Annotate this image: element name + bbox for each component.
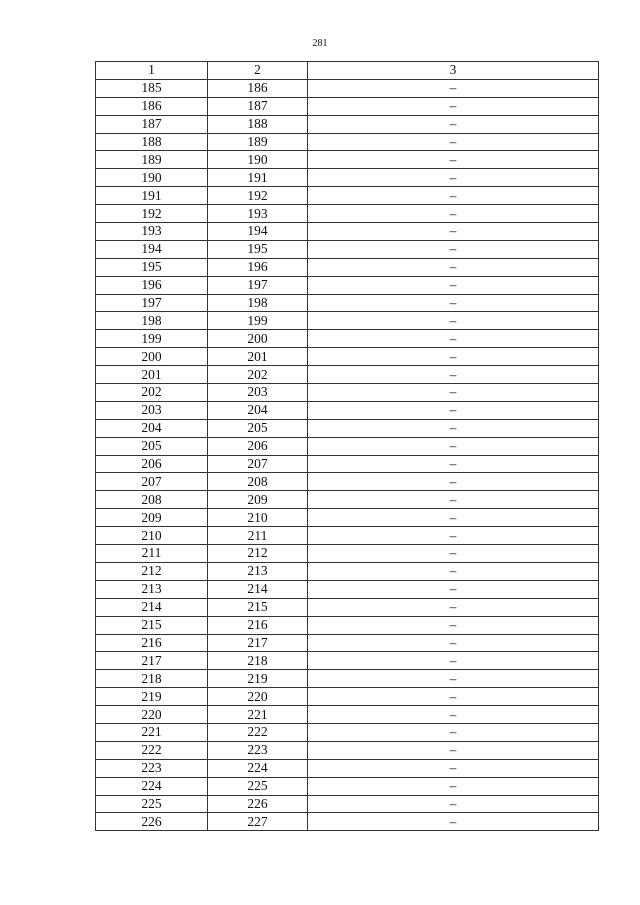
table-cell-col-1: 224 bbox=[96, 777, 208, 795]
table-cell-col-3: – bbox=[308, 384, 599, 402]
table-cell-col-1: 193 bbox=[96, 223, 208, 241]
table-cell-col-2: 195 bbox=[208, 240, 308, 258]
table-cell-col-3: – bbox=[308, 366, 599, 384]
table-row bbox=[96, 97, 599, 115]
table-row bbox=[96, 598, 599, 616]
table-row bbox=[96, 777, 599, 795]
table-cell-col-2: 203 bbox=[208, 384, 308, 402]
table-cell-col-1: 216 bbox=[96, 634, 208, 652]
table-row bbox=[96, 723, 599, 741]
table-cell-col-1: 196 bbox=[96, 276, 208, 294]
table-row bbox=[96, 384, 599, 402]
table-row bbox=[96, 813, 599, 831]
table-cell-col-1: 208 bbox=[96, 491, 208, 509]
table-row bbox=[96, 258, 599, 276]
table-cell-col-1: 195 bbox=[96, 258, 208, 276]
table-cell-col-2: 196 bbox=[208, 258, 308, 276]
table-cell-col-2: 200 bbox=[208, 330, 308, 348]
table-row bbox=[96, 634, 599, 652]
table-cell-col-2: 212 bbox=[208, 545, 308, 563]
table-cell-col-2: 186 bbox=[208, 79, 308, 97]
table-cell-col-3: – bbox=[308, 562, 599, 580]
table-row bbox=[96, 240, 599, 258]
table-cell-col-1: 203 bbox=[96, 401, 208, 419]
table-cell-col-3: – bbox=[308, 759, 599, 777]
table-cell-col-2: 221 bbox=[208, 706, 308, 724]
table-cell-col-3: – bbox=[308, 491, 599, 509]
table-row bbox=[96, 527, 599, 545]
table-row bbox=[96, 616, 599, 634]
table-cell-col-2: 204 bbox=[208, 401, 308, 419]
table-row bbox=[96, 706, 599, 724]
table-row bbox=[96, 79, 599, 97]
table-row bbox=[96, 670, 599, 688]
table-cell-col-2: 198 bbox=[208, 294, 308, 312]
table-row bbox=[96, 366, 599, 384]
table-row bbox=[96, 419, 599, 437]
table-cell-col-1: 202 bbox=[96, 384, 208, 402]
table-cell-col-3: – bbox=[308, 455, 599, 473]
table-cell-col-2: 193 bbox=[208, 205, 308, 223]
table-cell-col-1: 199 bbox=[96, 330, 208, 348]
table-cell-col-1: 187 bbox=[96, 115, 208, 133]
table-cell-col-3: – bbox=[308, 634, 599, 652]
table-cell-col-3: – bbox=[308, 187, 599, 205]
table-cell-col-1: 186 bbox=[96, 97, 208, 115]
table-row bbox=[96, 169, 599, 187]
header-row bbox=[96, 62, 599, 80]
table-cell-col-2: 223 bbox=[208, 741, 308, 759]
table-cell-col-3: – bbox=[308, 688, 599, 706]
table-row bbox=[96, 115, 599, 133]
table-cell-col-3: – bbox=[308, 580, 599, 598]
table-cell-col-3: – bbox=[308, 205, 599, 223]
table-row bbox=[96, 473, 599, 491]
table-cell-col-2: 210 bbox=[208, 509, 308, 527]
table-cell-col-3: – bbox=[308, 97, 599, 115]
table-cell-col-3: – bbox=[308, 240, 599, 258]
table-cell-col-2: 225 bbox=[208, 777, 308, 795]
table-cell-col-3: – bbox=[308, 598, 599, 616]
column-header-2: 2 bbox=[208, 62, 308, 80]
table-cell-col-1: 220 bbox=[96, 706, 208, 724]
table-cell-col-1: 210 bbox=[96, 527, 208, 545]
table-row bbox=[96, 187, 599, 205]
table-cell-col-1: 222 bbox=[96, 741, 208, 759]
table-cell-col-1: 192 bbox=[96, 205, 208, 223]
table-cell-col-1: 189 bbox=[96, 151, 208, 169]
table-cell-col-3: – bbox=[308, 419, 599, 437]
table-cell-col-2: 215 bbox=[208, 598, 308, 616]
table-row bbox=[96, 312, 599, 330]
table-row bbox=[96, 652, 599, 670]
table-cell-col-3: – bbox=[308, 276, 599, 294]
table-cell-col-2: 201 bbox=[208, 348, 308, 366]
table-cell-col-3: – bbox=[308, 294, 599, 312]
table-cell-col-1: 218 bbox=[96, 670, 208, 688]
table-row bbox=[96, 133, 599, 151]
table-row bbox=[96, 401, 599, 419]
table-cell-col-2: 209 bbox=[208, 491, 308, 509]
table-row bbox=[96, 759, 599, 777]
table-cell-col-3: – bbox=[308, 509, 599, 527]
table-cell-col-3: – bbox=[308, 169, 599, 187]
table-row bbox=[96, 151, 599, 169]
table-cell-col-1: 204 bbox=[96, 419, 208, 437]
table-cell-col-3: – bbox=[308, 151, 599, 169]
table-row bbox=[96, 294, 599, 312]
table-cell-col-1: 205 bbox=[96, 437, 208, 455]
table-cell-col-2: 206 bbox=[208, 437, 308, 455]
table-row bbox=[96, 688, 599, 706]
table-cell-col-2: 224 bbox=[208, 759, 308, 777]
table-cell-col-1: 223 bbox=[96, 759, 208, 777]
table-cell-col-1: 190 bbox=[96, 169, 208, 187]
table-cell-col-3: – bbox=[308, 473, 599, 491]
table-cell-col-1: 213 bbox=[96, 580, 208, 598]
table-cell-col-2: 217 bbox=[208, 634, 308, 652]
table-cell-col-1: 185 bbox=[96, 79, 208, 97]
table-cell-col-1: 217 bbox=[96, 652, 208, 670]
table-cell-col-3: – bbox=[308, 401, 599, 419]
table-row bbox=[96, 491, 599, 509]
table-cell-col-3: – bbox=[308, 795, 599, 813]
table-cell-col-2: 192 bbox=[208, 187, 308, 205]
table-cell-col-1: 221 bbox=[96, 723, 208, 741]
table-cell-col-1: 226 bbox=[96, 813, 208, 831]
table-cell-col-1: 207 bbox=[96, 473, 208, 491]
table-cell-col-3: – bbox=[308, 670, 599, 688]
table-cell-col-3: – bbox=[308, 706, 599, 724]
table-cell-col-3: – bbox=[308, 258, 599, 276]
table-cell-col-1: 191 bbox=[96, 187, 208, 205]
data-table bbox=[95, 61, 599, 831]
table-cell-col-3: – bbox=[308, 741, 599, 759]
table-cell-col-2: 207 bbox=[208, 455, 308, 473]
table-row bbox=[96, 562, 599, 580]
table-cell-col-1: 225 bbox=[96, 795, 208, 813]
table-cell-col-3: – bbox=[308, 115, 599, 133]
table-cell-col-3: – bbox=[308, 437, 599, 455]
table-cell-col-2: 222 bbox=[208, 723, 308, 741]
table-cell-col-1: 219 bbox=[96, 688, 208, 706]
table-body bbox=[96, 79, 599, 830]
table-cell-col-3: – bbox=[308, 348, 599, 366]
table-cell-col-1: 197 bbox=[96, 294, 208, 312]
table-row bbox=[96, 348, 599, 366]
table-cell-col-2: 202 bbox=[208, 366, 308, 384]
table-row bbox=[96, 509, 599, 527]
table-cell-col-3: – bbox=[308, 133, 599, 151]
table-header bbox=[96, 62, 599, 80]
table-cell-col-3: – bbox=[308, 223, 599, 241]
table-row bbox=[96, 455, 599, 473]
table-cell-col-2: 219 bbox=[208, 670, 308, 688]
table-cell-col-1: 201 bbox=[96, 366, 208, 384]
table-cell-col-2: 199 bbox=[208, 312, 308, 330]
table-cell-col-3: – bbox=[308, 652, 599, 670]
table-cell-col-3: – bbox=[308, 616, 599, 634]
table-cell-col-2: 188 bbox=[208, 115, 308, 133]
table-row bbox=[96, 580, 599, 598]
table-cell-col-2: 213 bbox=[208, 562, 308, 580]
table-cell-col-2: 194 bbox=[208, 223, 308, 241]
table-cell-col-3: – bbox=[308, 312, 599, 330]
table-cell-col-3: – bbox=[308, 79, 599, 97]
table-cell-col-2: 220 bbox=[208, 688, 308, 706]
table-cell-col-3: – bbox=[308, 545, 599, 563]
table-cell-col-1: 215 bbox=[96, 616, 208, 634]
table-cell-col-1: 211 bbox=[96, 545, 208, 563]
table-cell-col-2: 218 bbox=[208, 652, 308, 670]
table-row bbox=[96, 545, 599, 563]
table-cell-col-3: – bbox=[308, 777, 599, 795]
table-cell-col-1: 206 bbox=[96, 455, 208, 473]
table-cell-col-3: – bbox=[308, 527, 599, 545]
table-cell-col-2: 216 bbox=[208, 616, 308, 634]
table-cell-col-2: 197 bbox=[208, 276, 308, 294]
table-cell-col-2: 226 bbox=[208, 795, 308, 813]
table-cell-col-2: 205 bbox=[208, 419, 308, 437]
table-cell-col-1: 194 bbox=[96, 240, 208, 258]
table-row bbox=[96, 205, 599, 223]
table-cell-col-1: 212 bbox=[96, 562, 208, 580]
table-cell-col-2: 190 bbox=[208, 151, 308, 169]
table-cell-col-2: 191 bbox=[208, 169, 308, 187]
table-cell-col-1: 188 bbox=[96, 133, 208, 151]
table-cell-col-2: 227 bbox=[208, 813, 308, 831]
table-row bbox=[96, 437, 599, 455]
table-cell-col-2: 211 bbox=[208, 527, 308, 545]
table-cell-col-1: 209 bbox=[96, 509, 208, 527]
table-cell-col-1: 200 bbox=[96, 348, 208, 366]
table-cell-col-2: 214 bbox=[208, 580, 308, 598]
table-cell-col-3: – bbox=[308, 723, 599, 741]
table-row bbox=[96, 795, 599, 813]
column-header-1: 1 bbox=[96, 62, 208, 80]
table-cell-col-1: 198 bbox=[96, 312, 208, 330]
table-cell-col-2: 208 bbox=[208, 473, 308, 491]
table-cell-col-2: 189 bbox=[208, 133, 308, 151]
table-cell-col-3: – bbox=[308, 330, 599, 348]
table-cell-col-3: – bbox=[308, 813, 599, 831]
column-header-3: 3 bbox=[308, 62, 599, 80]
table-cell-col-2: 187 bbox=[208, 97, 308, 115]
table-row bbox=[96, 330, 599, 348]
table-cell-col-1: 214 bbox=[96, 598, 208, 616]
table-row bbox=[96, 223, 599, 241]
table-row bbox=[96, 741, 599, 759]
table-row bbox=[96, 276, 599, 294]
page-number: 281 bbox=[312, 38, 328, 49]
